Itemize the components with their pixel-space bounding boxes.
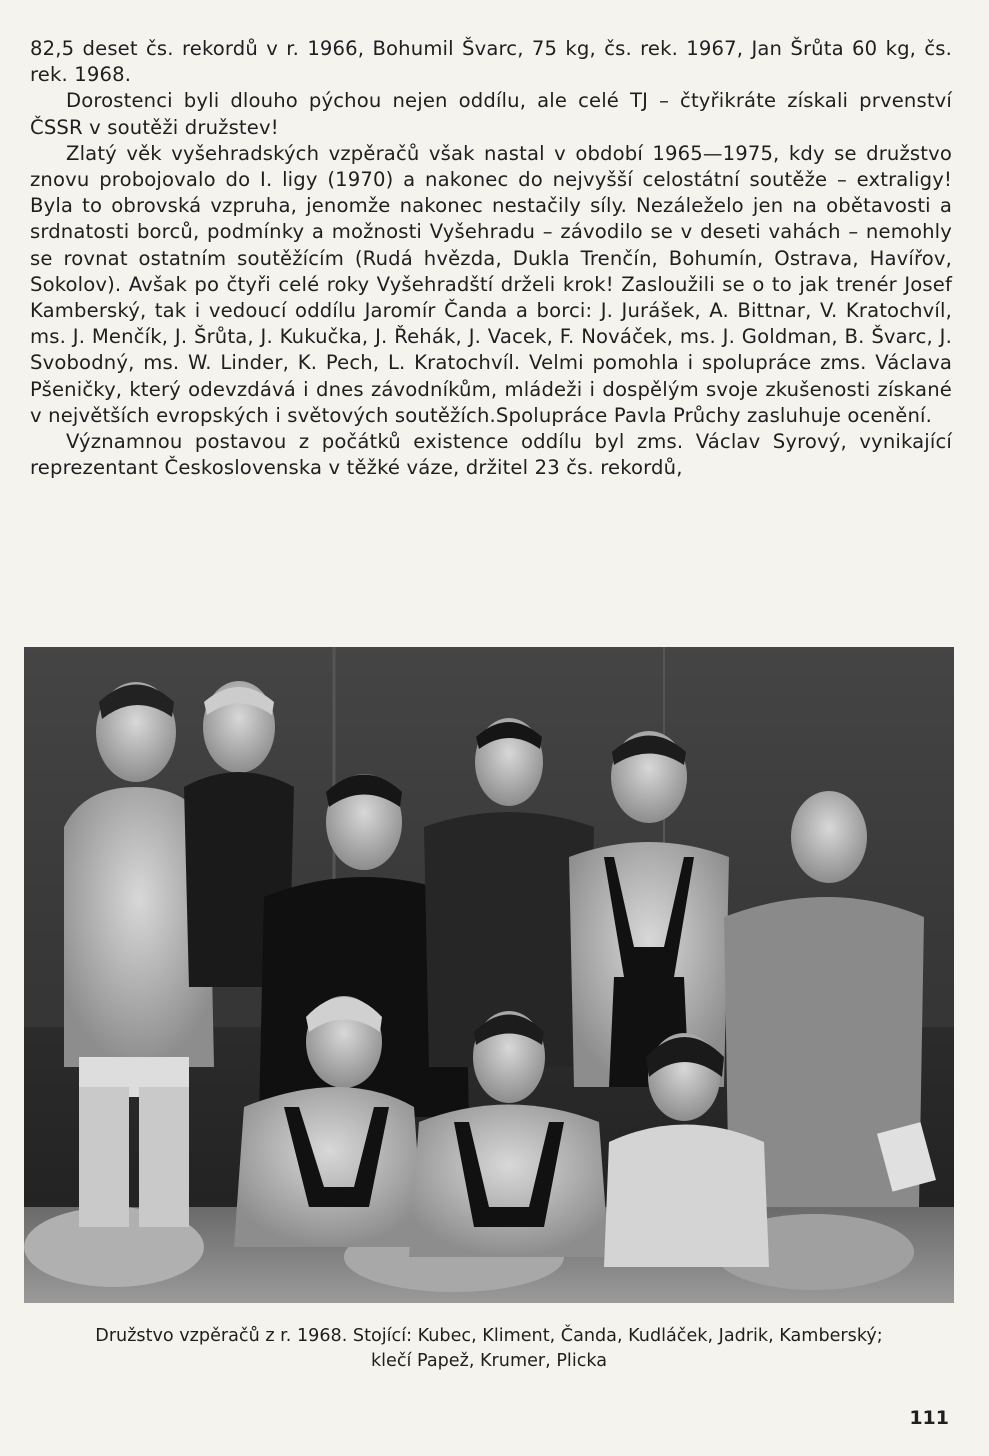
paragraph-2: Dorostenci byli dlouho pýchou nejen oddílu, ale celé TJ – čtyřikráte získali prvenství ČSSR v soutěži družstev! <box>30 89 952 139</box>
caption-line-1: Družstvo vzpěračů z r. 1968. Stojící: Kubec, Kliment, Čanda, Kudláček, Jadrik, Kamberský; <box>95 1326 883 1346</box>
team-photo <box>24 647 954 1303</box>
caption-line-2: klečí Papež, Krumer, Plicka <box>370 1351 608 1371</box>
paragraph-1: 82,5 deset čs. rekordů v r. 1966, Bohumil Švarc, 75 kg, čs. rek. 1967, Jan Šrůta 60 kg, čs. rek. 1968. <box>30 37 952 87</box>
paragraph-3: Zlatý věk vyšehradských vzpěračů však nastal v období 1965—1975, kdy se družstvo znovu probojovalo do I. ligy (1970) a nakonec do nejvyšší celostátní soutěže – extraligy! Byla to obrovská vzpruha, jenomže nakonec nestačily síly. Nezáleželo jen na obětavosti a srdnatosti borců, podmínky a možnosti Vyšehradu – závodilo se v deseti vahách – nemohly se rovnat ostatním soutěžícím (Rudá hvězda, Dukla Trenčín, Bohumín, Ostrava, Havířov, Sokolov). Avšak po čtyři celé roky Vyšehradští drželi krok! Zasloužili se o to jak trenér Josef Kamberský, tak i vedoucí oddílu Jaromír Čanda a borci: J. Jurášek, A. Bittnar, V. Kratochvíl, ms. J. Menčík, J. Šrůta, J. Kukučka, J. Řehák, J. Vacek, F. Nováček, ms. J. Goldman, B. Švarc, J. Svobodný, ms. W. Linder, K. Pech, L. Kratochvíl. Velmi pomohla i spolupráce zms. Václava Pšeničky, který odevzdává i dnes závodníkům, mládeži i dospělým svoje zkušenosti získané v největších evropských i světových soutěžích.Spolupráce Pavla Průchy zasluhuje ocenění. <box>30 141 952 427</box>
page-number: 111 <box>909 1407 949 1429</box>
team-photo-illustration <box>24 647 954 1303</box>
body-text <box>30 36 952 481</box>
photo-caption <box>24 1324 954 1374</box>
paragraph-4: Významnou postavou z počátků existence oddílu byl zms. Václav Syrový, vynikající reprezentant Československa v těžké váze, držitel 23 čs. rekordů, <box>30 430 952 480</box>
